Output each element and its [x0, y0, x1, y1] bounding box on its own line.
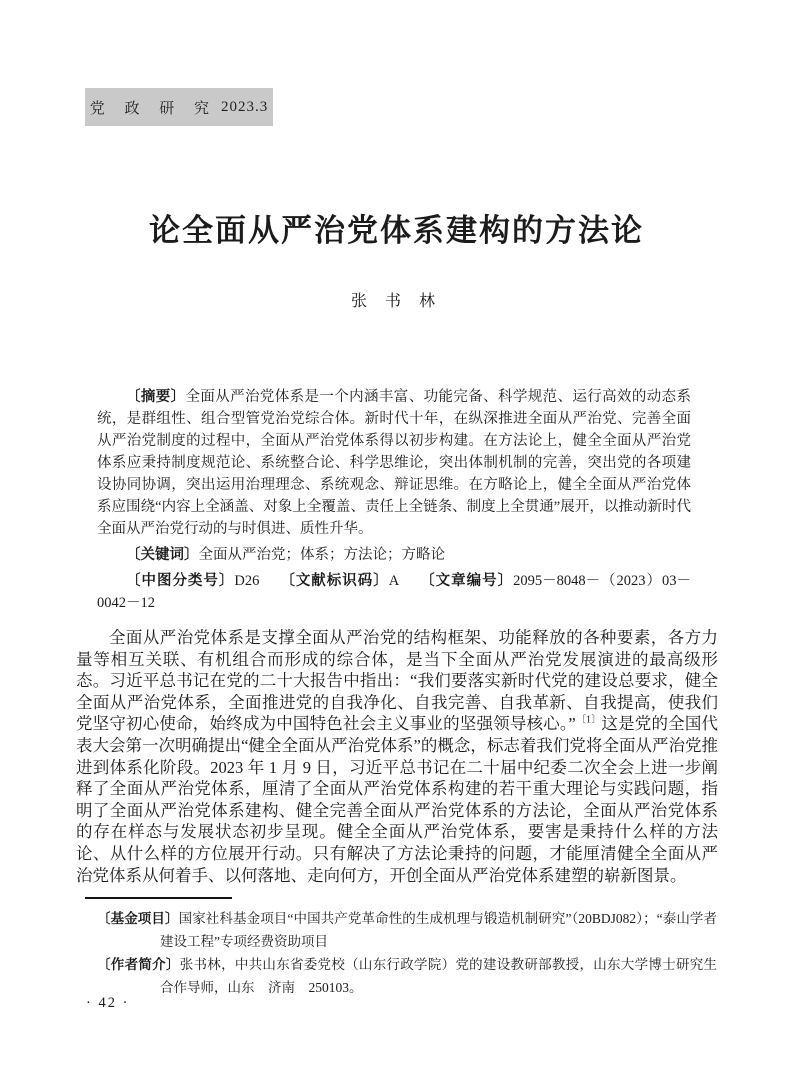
footnote-separator	[85, 897, 232, 899]
body-text-after-ref: 这是党的全国代表大会第一次明确提出“健全全面从严治党体系”的概念，标志着我们党将全面从严治党推进到体系化阶段。2023 年 1 月 9 日，习近平总书记在二十届中纪委二次全会上进一步阐释了全面从严治党体系，厘清了全面从严治党体系构建的若干重大理论与实践问题，指明了全面从严治党体系建构、健全完善全面从严治党体系的方法论，全面从严治党体系的存在样态与发展状态初步呈现。健全全面从严治党体系，要害是秉持什么样的方法论、从什么样的方位展开行动。只有解决了方法论秉持的问题，才能厘清健全全面从严治党体系从何着手、以何落地、走向何方，开创全面从严治党体系建塑的崭新图景。	[76, 714, 719, 885]
doc-code-label: 〔文献标识码〕	[279, 573, 389, 589]
author-bio-note	[97, 953, 717, 999]
article-no-value: 2095－8048－（2023）03－0042－12	[97, 573, 692, 611]
clc-line	[97, 570, 691, 614]
clc-label: 〔中图分类号〕	[126, 573, 235, 589]
fund-label: 〔基金项目〕	[97, 911, 179, 926]
fund-text: 国家社科基金项目“中国共产党革命性的生成机理与锻造机制研究”（20BDJ082）；“泰山学者建设工程”专项经费资助项目	[160, 911, 718, 949]
abstract-label: 〔摘要〕	[126, 389, 186, 405]
keywords-label: 〔关键词〕	[126, 547, 199, 563]
body-text-before-ref: 全面从严治党体系是支撑全面从严治党的结构框架、功能释放的各种要素，各方力量等相互关联、有机组合而形成的综合体，是当下全面从严治党发展演进的最高级形态。习近平总书记在党的二十大报告中指出：“我们要落实新时代党的建设总要求，健全全面从严治党体系，全面推进党的自我净化、自我完善、自我革新、自我提高，使我们党坚守初心使命，始终成为中国特色社会主义事业的坚强领导核心。”	[76, 628, 718, 734]
journal-name: 党 政 研 究	[89, 100, 217, 117]
front-matter	[97, 386, 691, 614]
abstract-paragraph	[97, 386, 691, 540]
footnote-reference-1: 〔1〕	[575, 714, 602, 726]
journal-badge	[85, 88, 273, 126]
article-author: 张 书 林	[350, 293, 442, 310]
author-bio-label: 〔作者简介〕	[97, 957, 180, 972]
page-number: · 42 ·	[86, 995, 130, 1011]
article-no-label: 〔文章编号〕	[419, 573, 514, 589]
author-bio-text: 张书林，中共山东省委党校（山东行政学院）党的建设教研部教授，山东大学博士研究生合作导师，山东 济南 250103。	[160, 957, 718, 995]
doc-code-value: A	[388, 573, 400, 589]
footnotes	[97, 907, 717, 999]
keywords-line	[97, 544, 691, 566]
abstract-text: 全面从严治党体系是一个内涵丰富、功能完备、科学规范、运行高效的动态系统，是群组性、组合型管党治党综合体。新时代十年，在纵深推进全面从严治党、完善全面从严治党制度的过程中，全面从严治党体系得以初步构建。在方法论上，健全全面从严治党体系应秉持制度规范论、系统整合论、科学思维论，突出体制机制的完善，突出党的各项建设协同协调，突出运用治理理念、系统观念、辩证思维。在方略论上，健全全面从严治党体系应围绕“内容上全涵盖、对象上全覆盖、责任上全链条、制度上全贯通”展开，以推动新时代全面从严治党行动的与时俱进、质性升华。	[97, 389, 691, 537]
keywords-text: 全面从严治党；体系；方法论；方略论	[198, 547, 445, 563]
article-title: 论全面从严治党体系建构的方法论	[149, 213, 644, 248]
clc-value: D26	[234, 573, 260, 589]
fund-note	[97, 907, 717, 953]
journal-issue: 2023.3	[221, 98, 269, 115]
body-paragraph	[76, 627, 718, 886]
article-body	[76, 627, 718, 886]
